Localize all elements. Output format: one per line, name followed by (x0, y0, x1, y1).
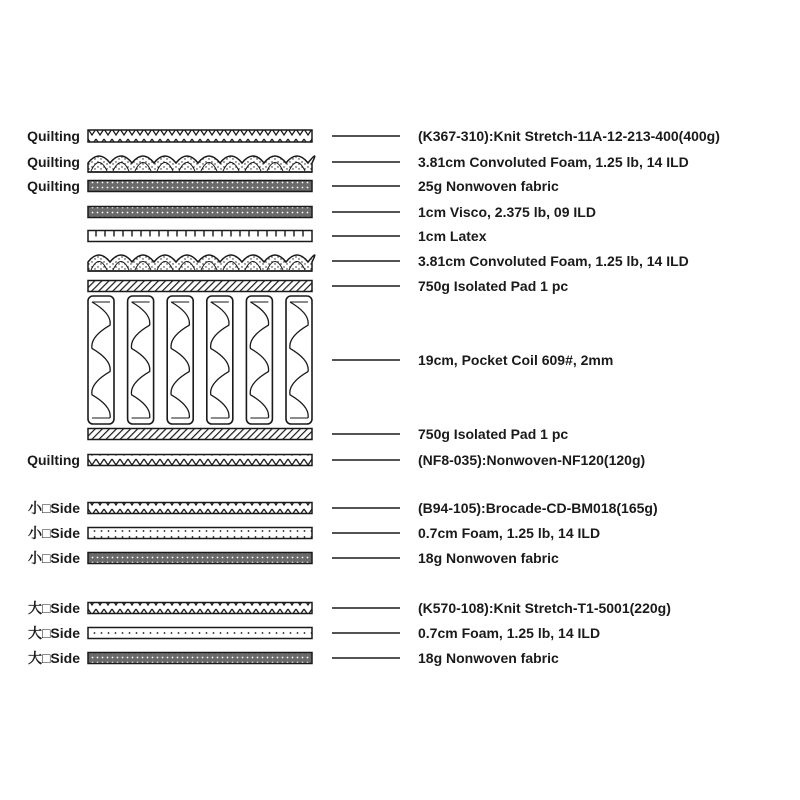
layer-description: 3.81cm Convoluted Foam, 1.25 lb, 14 ILD (418, 154, 689, 170)
layer-description: 750g Isolated Pad 1 pc (418, 426, 569, 442)
layer-side-label: Quilting (27, 128, 80, 144)
layer-description: 1cm Visco, 2.375 lb, 09 ILD (418, 204, 596, 220)
layer-side-label: 小□Side (27, 525, 80, 541)
layer-description: 25g Nonwoven fabric (418, 178, 559, 194)
layer-row (332, 253, 689, 269)
layer-bar-dotted-dark (88, 181, 312, 192)
layer-side-label: 小□Side (27, 500, 80, 516)
layer-side-label: Quilting (27, 154, 80, 170)
layer-row (332, 204, 596, 220)
pocket-coil (207, 296, 233, 424)
layer-side-label: 大□Side (27, 600, 80, 616)
layer-side-label: 大□Side (27, 625, 80, 641)
layer-description: 750g Isolated Pad 1 pc (418, 278, 569, 294)
layer-description: (K570-108):Knit Stretch-T1-5001(220g) (418, 600, 671, 616)
layer-bar-convoluted (88, 255, 315, 271)
pocket-coil (167, 296, 193, 424)
layer-bar-convoluted (88, 156, 315, 172)
layer-bar-zigzag (88, 603, 312, 614)
layer-description: 19cm, Pocket Coil 609#, 2mm (418, 352, 614, 368)
pocket-coil (246, 296, 272, 424)
layer-description: (B94-105):Brocade-CD-BM018(165g) (418, 500, 658, 516)
layer-description: 0.7cm Foam, 1.25 lb, 14 ILD (418, 525, 601, 541)
layer-description: 1cm Latex (418, 228, 487, 244)
layer-bar-ruler (88, 231, 312, 242)
layer-bar-hatch (88, 429, 312, 440)
layer-row (332, 352, 613, 368)
layer-bar-zigzag (88, 503, 312, 514)
layer-bar-dotted-dark (88, 207, 312, 218)
pocket-coil (286, 296, 312, 424)
pocket-coil (128, 296, 154, 424)
layer-description: 0.7cm Foam, 1.25 lb, 14 ILD (418, 625, 601, 641)
layer-bar-dotted-light (88, 628, 312, 639)
layer-bar-zigzag (88, 130, 312, 142)
layer-row (332, 228, 487, 244)
pocket-coil (88, 296, 114, 424)
layer-side-label: 大□Side (27, 650, 80, 666)
layer-side-label: Quilting (27, 178, 80, 194)
layer-bar-dotted-light (88, 528, 312, 539)
layer-bar-dotted-dark (88, 653, 312, 664)
layer-row (332, 278, 568, 294)
layer-bar-coils (88, 296, 312, 424)
layer-description: 18g Nonwoven fabric (418, 550, 559, 566)
layer-bar-hatch (88, 281, 312, 292)
layer-description: (NF8-035):Nonwoven-NF120(120g) (418, 452, 646, 468)
layer-description: (K367-310):Knit Stretch-11A-12-213-400(400g) (418, 128, 720, 144)
layer-bar-zigzag (88, 455, 312, 466)
layer-side-label: Quilting (27, 452, 80, 468)
layer-row (332, 426, 568, 442)
layer-side-label: 小□Side (27, 550, 80, 566)
layer-description: 3.81cm Convoluted Foam, 1.25 lb, 14 ILD (418, 253, 689, 269)
layer-description: 18g Nonwoven fabric (418, 650, 559, 666)
layer-bar-dotted-dark (88, 553, 312, 564)
